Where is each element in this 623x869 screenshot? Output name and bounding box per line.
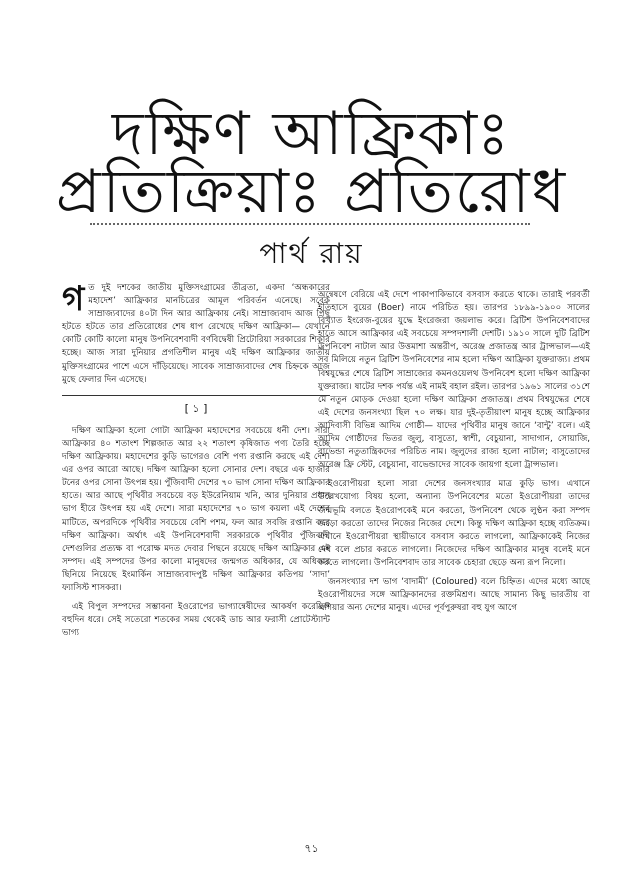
drop-cap: গ (62, 279, 85, 319)
paragraph: অন্বেষণে বেরিয়ে এই দেশে পাকাপাকিভাবে বসবাস করতে থাকে। তারাই পরবর্তী ইতিহাসে বুয়ের (Boer) নামে পরিচিত হয়। তারপর ১৮৯৯-১৯০০ সালের বিখ্যাত ইংরেজ-বুয়ের যুদ্ধে ইংরেজরা জয়লাভ করে। ব্রিটিশ উপনিবেশবাদের হাতে আসে আফ্রিকার এই সবচেয়ে সম্পদশালী দেশটি। ১৯১০ সালে দুটি ব্রিটিশ উপনিবেশ নাটাল আর উত্তমাশা অন্তরীপ, অরেঞ্জ প্রজাতন্ত্র আর ট্রান্সভাল—এই সব মিলিয়ে নতুন ব্রিটিশ উপনিবেশের নাম হলো দক্ষিণ আফ্রিকা যুক্তরাজ্য। প্রথম বিশ্বযুদ্ধের শেষে ব্রিটিশ সাম্রাজ্যের কমনওয়েলথ উপনিবেশ হলো দক্ষিণ আফ্রিকা যুক্তরাজ্য। ষাটের দশক পর্যন্ত এই নামই বহাল রইল। তারপর ১৯৬১ সালের ৩১শে মে নতুন মোড়ক দেওয়া হলো দক্ষিণ আফ্রিকা প্রজাতন্ত্র। প্রথম বিশ্বযুদ্ধের শেষে এই দেশের জনসংখ্যা ছিল ৭০ লক্ষ। যার দুই-তৃতীয়াংশ মানুষ হচ্ছে আফ্রিকার আদিবাসী বিভিন্ন আদিম গোষ্ঠী— যাদের পৃথিবীর মানুষ জানে ‘বান্টু’ বলে। এই আদিম গোষ্ঠীদের ভিতর জুলু, বাসুতো, স্বাশী, বেচুয়ানা, সাদাগান, সোয়াজি, বাভেন্ডা নতুতান্ত্রিকদের পরিচিত নাম। জুলুদের রাজ্য হলো নাটাল; বাসুতোদের অরেঞ্জ ফ্রি স্টেট, বেচুয়ানা, বাভেন্ডাদের সাবেক জায়গা হলো ট্রান্সভাল। (318, 290, 590, 471)
paragraph: ইওরোপীয়রা হলো সারা দেশের জনসংখ্যার মাত্র কুড়ি ভাগ। এখানে উল্লেখযোগ্য বিষয় হলো, অন্যান্য উপনিবেশের মতো ইওরোপীয়রা তাদের জন্মভূমি বলতে ইওরোপকেই মনে করতো, উপনিবেশ থেকে লুণ্ঠন করা সম্পদ জড়ো করতো তাদের নিজের নিজের দেশে। কিন্তু দক্ষিণ আফ্রিকা হচ্ছে ব্যতিক্রম। এখানে ইওরোপীয়রা স্থায়ীভাবে বসবাস করতে লাগলো, আফ্রিকাকেই নিজের দেশ বলে প্রচার করতে লাগলো। নিজেদের দক্ষিণ আফ্রিকার মানুষ বলেই মনে করতে লাগলো। উপনিবেশবাদ তার সাবেক চেহারা ছেড়ে অন্য রূপ নিলো। (318, 479, 590, 568)
paragraph (62, 279, 330, 387)
page-number: ৭১ (304, 842, 319, 855)
article-title-line-2: প্রতিক্রিয়াঃ প্রতিরোধ (55, 157, 568, 227)
paragraph-text: ত দুই দশকের জাতীয় মুক্তিসংগ্রামের তীব্রতা, একদা ‘অন্ধকারের মহাদেশ’ আফ্রিকার মানচিত্রের আমূল পরিবর্তন এনেছে। সবেক সাম্রাজ্যবাদের ৪০টা দিন আর আফ্রিকায় নেই। সাম্রাজ্যবাদ আজ পিছু হটতে হটতে তার প্রতিরোধের শেষ ধাপ রেখেছে দক্ষিণ আফ্রিকা— যেখানে কোটি কোটি কালো মানুষ উপনিবেশবাদী বর্ণবিদ্বেষী প্রিটোরিয়া সরকারের শিকার হচ্ছে। আজ সারা দুনিয়ার প্রগতিশীল মানুষ এই দক্ষিণ আফ্রিকার জাতীয় মুক্তিসংগ্রামের পাশে এসে দাঁড়িয়েছে। সাবেক সাম্রাজ্যবাদের শেষ চিহ্নকে আজ মুছে ফেলার দিন এসেছে। (62, 283, 330, 385)
paragraph: জনসংখ্যার দশ ভাগ ‘বাদামী’ (Coloured) বলে চিহ্নিত। এদের মধ্যে আছে ইওরোপীয়দের সঙ্গে আফ্রিকানদের রক্তমিশ্রণ। আছে সামান্য কিছু ভারতীয় বা এশিয়ার অন্য দেশের মানুষ। এদের পূর্বপুরুষরা বহু যুগ আগে (318, 576, 590, 614)
right-column (318, 289, 590, 621)
article-title-line-1: দক্ষিণ আফ্রিকাঃ (111, 99, 512, 169)
paragraph: এই বিপুল সম্পদের সম্ভাবনা ইওরোপের ভাগ্যান্বেষীদের আকর্ষণ করেছিল বহুদিন ধরে। সেই সতেরো শতকের সময় থেকেই ডাচ আর ফরাসী প্রোটেস্ট্যান্ট ভাগ্য (62, 602, 330, 639)
paragraph: দক্ষিণ আফ্রিকা হলো গোটা আফ্রিকা মহাদেশের সবচেয়ে ধনী দেশ। সারা আফ্রিকার ৪০ শতাংশ শিল্পজাত আর ২২ শতাংশ কৃষিজাত পণ্য তৈরি হচ্ছে দক্ষিণ আফ্রিকায়। মহাদেশের কুড়ি ভাগেরও বেশি পণ্য রপ্তানি করছে এই দেশ। এর ওপর আরো আছে। দক্ষিণ আফ্রিকা হলো সোনার দেশ। বছরে এক হাজার টনের ওপর সোনা উৎপন্ন হয়। পুঁজিবাদী দেশের ৭০ ভাগ সোনা দক্ষিণ আফ্রিকার হাতে। আর আছে পৃথিবীর সবচেয়ে বড় ইউরেনিয়াম খনি, আর দুনিয়ার প্রধান ভাগ হীরে উৎপন্ন হয় এই দেশে। সারা মহাদেশের ৭০ ভাগ কয়লা এই দেশের মাটিতে, অপরদিকে পৃথিবীর সবচেয়ে বেশি পশম, ফল আর সবজি রপ্তানি করে দক্ষিণ আফ্রিকা। অর্থাৎ এই উপনিবেশবাদী সরকারকে পৃথিবীর পুঁজিবাদী দেশগুলির প্রত্যক্ষ বা পরোক্ষ মদত দেবার পিছনে রয়েছে দক্ষিণ আফ্রিকার এই সম্পদ। এই সম্পদের উপর কালো মানুষদের জন্মগত অধিকার, যে অধিকার ছিনিয়ে নিয়েছে ইংমার্কিন সাম্রাজ্যবাদপুষ্ট দক্ষিণ আফ্রিকার কতিপয় ‘সাদা’ ফ্যাসিস্ট শাসকরা। (62, 425, 330, 593)
left-column (62, 279, 330, 646)
section-number: [ ১ ] (62, 395, 330, 415)
author-name: পার্থ রায় (259, 237, 364, 270)
decorative-rule (90, 223, 530, 225)
